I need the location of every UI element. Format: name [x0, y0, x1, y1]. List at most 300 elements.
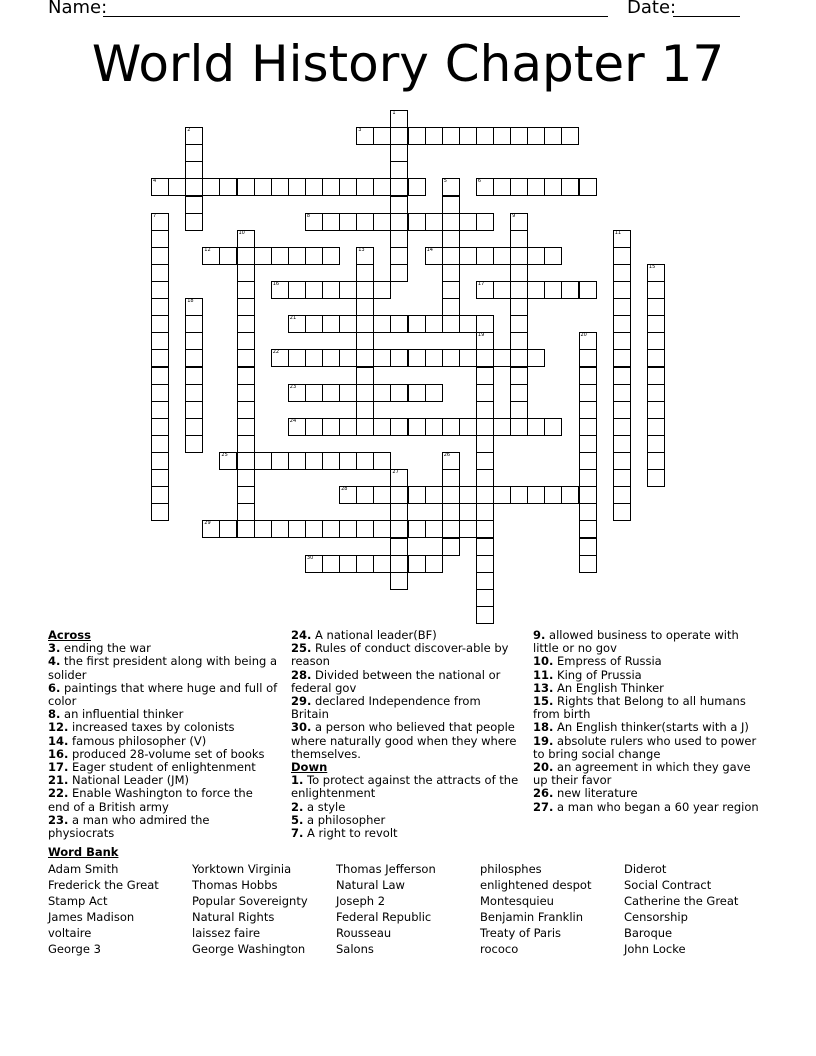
crossword-cell[interactable]	[185, 127, 203, 145]
crossword-cell[interactable]	[408, 384, 426, 402]
crossword-cell[interactable]	[305, 349, 323, 367]
crossword-cell[interactable]	[390, 418, 408, 436]
crossword-cell[interactable]	[613, 332, 631, 350]
crossword-cell[interactable]	[373, 127, 391, 145]
crossword-cell[interactable]	[185, 298, 203, 316]
crossword-cell[interactable]	[390, 127, 408, 145]
crossword-cell[interactable]	[288, 418, 306, 436]
crossword-cell[interactable]	[356, 520, 374, 538]
crossword-cell[interactable]	[647, 315, 665, 333]
crossword-cell[interactable]	[476, 332, 494, 350]
crossword-cell[interactable]	[219, 178, 237, 196]
crossword-cell[interactable]	[442, 196, 460, 214]
crossword-cell[interactable]	[288, 281, 306, 299]
crossword-cell[interactable]	[305, 555, 323, 573]
crossword-cell[interactable]	[151, 384, 169, 402]
crossword-cell[interactable]	[271, 178, 289, 196]
crossword-cell[interactable]	[202, 178, 220, 196]
crossword-cell[interactable]	[561, 127, 579, 145]
crossword-cell[interactable]	[459, 418, 477, 436]
crossword-cell[interactable]	[476, 503, 494, 521]
crossword-cell[interactable]	[476, 572, 494, 590]
crossword-cell[interactable]	[442, 503, 460, 521]
crossword-cell[interactable]	[254, 452, 272, 470]
crossword-cell[interactable]	[237, 367, 255, 385]
crossword-cell[interactable]	[237, 435, 255, 453]
crossword-cell[interactable]	[459, 349, 477, 367]
crossword-cell[interactable]	[237, 520, 255, 538]
crossword-cell[interactable]	[219, 452, 237, 470]
crossword-cell[interactable]	[237, 264, 255, 282]
crossword-cell[interactable]	[425, 349, 443, 367]
crossword-cell[interactable]	[356, 298, 374, 316]
crossword-cell[interactable]	[322, 315, 340, 333]
crossword-cell[interactable]	[356, 367, 374, 385]
crossword-cell[interactable]	[544, 247, 562, 265]
crossword-cell[interactable]	[476, 520, 494, 538]
crossword-cell[interactable]	[510, 418, 528, 436]
crossword-cell[interactable]	[202, 520, 220, 538]
crossword-cell[interactable]	[373, 213, 391, 231]
crossword-cell[interactable]	[356, 418, 374, 436]
crossword-cell[interactable]	[510, 384, 528, 402]
crossword-cell[interactable]	[254, 247, 272, 265]
crossword-cell[interactable]	[425, 213, 443, 231]
crossword-cell[interactable]	[613, 401, 631, 419]
crossword-cell[interactable]	[561, 486, 579, 504]
crossword-cell[interactable]	[237, 469, 255, 487]
crossword-cell[interactable]	[459, 315, 477, 333]
crossword-cell[interactable]	[579, 469, 597, 487]
crossword-cell[interactable]	[476, 281, 494, 299]
crossword-cell[interactable]	[408, 349, 426, 367]
crossword-cell[interactable]	[373, 555, 391, 573]
crossword-cell[interactable]	[322, 213, 340, 231]
crossword-cell[interactable]	[476, 589, 494, 607]
crossword-cell[interactable]	[613, 418, 631, 436]
crossword-cell[interactable]	[356, 127, 374, 145]
crossword-cell[interactable]	[339, 555, 357, 573]
crossword-cell[interactable]	[510, 213, 528, 231]
crossword-cell[interactable]	[408, 213, 426, 231]
crossword-cell[interactable]	[305, 213, 323, 231]
crossword-cell[interactable]	[373, 281, 391, 299]
crossword-cell[interactable]	[510, 332, 528, 350]
crossword-cell[interactable]	[510, 298, 528, 316]
crossword-cell[interactable]	[339, 384, 357, 402]
crossword-cell[interactable]	[647, 264, 665, 282]
crossword-cell[interactable]	[408, 178, 426, 196]
crossword-cell[interactable]	[356, 452, 374, 470]
crossword-cell[interactable]	[493, 486, 511, 504]
crossword-cell[interactable]	[373, 178, 391, 196]
crossword-cell[interactable]	[476, 367, 494, 385]
crossword-cell[interactable]	[322, 247, 340, 265]
crossword-cell[interactable]	[168, 178, 186, 196]
crossword-cell[interactable]	[459, 247, 477, 265]
crossword-cell[interactable]	[476, 247, 494, 265]
crossword-cell[interactable]	[579, 384, 597, 402]
crossword-cell[interactable]	[579, 486, 597, 504]
crossword-cell[interactable]	[185, 435, 203, 453]
crossword-cell[interactable]	[151, 247, 169, 265]
crossword-cell[interactable]	[390, 349, 408, 367]
crossword-cell[interactable]	[544, 127, 562, 145]
crossword-cell[interactable]	[647, 452, 665, 470]
crossword-cell[interactable]	[510, 264, 528, 282]
crossword-cell[interactable]	[647, 367, 665, 385]
crossword-cell[interactable]	[442, 127, 460, 145]
crossword-cell[interactable]	[613, 503, 631, 521]
crossword-cell[interactable]	[510, 367, 528, 385]
crossword-cell[interactable]	[322, 555, 340, 573]
crossword-cell[interactable]	[579, 503, 597, 521]
crossword-cell[interactable]	[579, 555, 597, 573]
crossword-cell[interactable]	[442, 520, 460, 538]
crossword-cell[interactable]	[613, 247, 631, 265]
crossword-cell[interactable]	[288, 178, 306, 196]
crossword-cell[interactable]	[442, 281, 460, 299]
crossword-cell[interactable]	[322, 384, 340, 402]
crossword-cell[interactable]	[425, 127, 443, 145]
crossword-cell[interactable]	[613, 452, 631, 470]
crossword-cell[interactable]	[476, 401, 494, 419]
crossword-cell[interactable]	[442, 418, 460, 436]
crossword-cell[interactable]	[476, 349, 494, 367]
crossword-cell[interactable]	[579, 435, 597, 453]
crossword-cell[interactable]	[476, 435, 494, 453]
crossword-cell[interactable]	[476, 538, 494, 556]
crossword-cell[interactable]	[237, 230, 255, 248]
crossword-cell[interactable]	[647, 298, 665, 316]
crossword-cell[interactable]	[442, 349, 460, 367]
crossword-cell[interactable]	[185, 332, 203, 350]
crossword-cell[interactable]	[613, 486, 631, 504]
crossword-cell[interactable]	[237, 401, 255, 419]
crossword-cell[interactable]	[647, 349, 665, 367]
crossword-cell[interactable]	[390, 520, 408, 538]
crossword-cell[interactable]	[339, 315, 357, 333]
crossword-cell[interactable]	[579, 452, 597, 470]
crossword-cell[interactable]	[408, 127, 426, 145]
crossword-cell[interactable]	[322, 418, 340, 436]
crossword-cell[interactable]	[322, 281, 340, 299]
crossword-cell[interactable]	[339, 486, 357, 504]
crossword-cell[interactable]	[339, 213, 357, 231]
crossword-cell[interactable]	[305, 281, 323, 299]
crossword-cell[interactable]	[237, 332, 255, 350]
crossword-cell[interactable]	[390, 110, 408, 128]
crossword-cell[interactable]	[527, 418, 545, 436]
crossword-cell[interactable]	[408, 520, 426, 538]
crossword-cell[interactable]	[356, 178, 374, 196]
crossword-cell[interactable]	[459, 520, 477, 538]
crossword-cell[interactable]	[425, 486, 443, 504]
crossword-cell[interactable]	[613, 264, 631, 282]
crossword-cell[interactable]	[390, 264, 408, 282]
crossword-cell[interactable]	[647, 384, 665, 402]
crossword-cell[interactable]	[476, 555, 494, 573]
crossword-cell[interactable]	[151, 281, 169, 299]
crossword-cell[interactable]	[613, 384, 631, 402]
crossword-cell[interactable]	[579, 367, 597, 385]
crossword-cell[interactable]	[237, 349, 255, 367]
crossword-cell[interactable]	[476, 486, 494, 504]
crossword-cell[interactable]	[613, 349, 631, 367]
crossword-cell[interactable]	[151, 349, 169, 367]
crossword-cell[interactable]	[151, 435, 169, 453]
crossword-cell[interactable]	[459, 127, 477, 145]
crossword-cell[interactable]	[151, 401, 169, 419]
crossword-cell[interactable]	[442, 486, 460, 504]
crossword-cell[interactable]	[442, 247, 460, 265]
crossword-cell[interactable]	[442, 178, 460, 196]
crossword-cell[interactable]	[527, 178, 545, 196]
crossword-cell[interactable]	[579, 332, 597, 350]
crossword-cell[interactable]	[390, 144, 408, 162]
crossword-cell[interactable]	[237, 486, 255, 504]
crossword-cell[interactable]	[459, 213, 477, 231]
crossword-cell[interactable]	[322, 178, 340, 196]
crossword-cell[interactable]	[425, 520, 443, 538]
crossword-cell[interactable]	[237, 503, 255, 521]
crossword-cell[interactable]	[408, 418, 426, 436]
crossword-cell[interactable]	[442, 230, 460, 248]
crossword-cell[interactable]	[493, 127, 511, 145]
crossword-cell[interactable]	[339, 520, 357, 538]
crossword-cell[interactable]	[510, 401, 528, 419]
crossword-cell[interactable]	[510, 230, 528, 248]
crossword-cell[interactable]	[219, 247, 237, 265]
crossword-cell[interactable]	[356, 332, 374, 350]
crossword-cell[interactable]	[322, 452, 340, 470]
crossword-cell[interactable]	[151, 418, 169, 436]
crossword-cell[interactable]	[237, 315, 255, 333]
crossword-cell[interactable]	[185, 315, 203, 333]
crossword-cell[interactable]	[493, 281, 511, 299]
crossword-cell[interactable]	[271, 349, 289, 367]
crossword-cell[interactable]	[151, 298, 169, 316]
crossword-cell[interactable]	[373, 486, 391, 504]
crossword-cell[interactable]	[271, 520, 289, 538]
crossword-cell[interactable]	[390, 315, 408, 333]
crossword-cell[interactable]	[185, 144, 203, 162]
crossword-cell[interactable]	[579, 538, 597, 556]
crossword-cell[interactable]	[237, 281, 255, 299]
crossword-cell[interactable]	[442, 298, 460, 316]
crossword-cell[interactable]	[339, 178, 357, 196]
crossword-cell[interactable]	[305, 247, 323, 265]
crossword-cell[interactable]	[322, 520, 340, 538]
crossword-cell[interactable]	[579, 401, 597, 419]
crossword-cell[interactable]	[151, 469, 169, 487]
crossword-cell[interactable]	[237, 247, 255, 265]
crossword-cell[interactable]	[544, 178, 562, 196]
crossword-cell[interactable]	[647, 281, 665, 299]
crossword-cell[interactable]	[373, 349, 391, 367]
crossword-cell[interactable]	[339, 418, 357, 436]
crossword-cell[interactable]	[151, 486, 169, 504]
crossword-cell[interactable]	[510, 247, 528, 265]
crossword-cell[interactable]	[442, 213, 460, 231]
crossword-cell[interactable]	[151, 178, 169, 196]
crossword-cell[interactable]	[237, 178, 255, 196]
crossword-cell[interactable]	[185, 196, 203, 214]
crossword-cell[interactable]	[476, 384, 494, 402]
crossword-cell[interactable]	[442, 469, 460, 487]
crossword-cell[interactable]	[151, 230, 169, 248]
crossword-cell[interactable]	[647, 469, 665, 487]
crossword-cell[interactable]	[510, 486, 528, 504]
crossword-cell[interactable]	[219, 520, 237, 538]
crossword-cell[interactable]	[647, 435, 665, 453]
crossword-cell[interactable]	[425, 555, 443, 573]
crossword-cell[interactable]	[527, 281, 545, 299]
crossword-cell[interactable]	[647, 418, 665, 436]
crossword-cell[interactable]	[151, 315, 169, 333]
crossword-cell[interactable]	[373, 418, 391, 436]
crossword-cell[interactable]	[613, 315, 631, 333]
crossword-cell[interactable]	[408, 555, 426, 573]
crossword-cell[interactable]	[510, 349, 528, 367]
crossword-cell[interactable]	[390, 196, 408, 214]
crossword-cell[interactable]	[390, 538, 408, 556]
crossword-cell[interactable]	[339, 281, 357, 299]
crossword-cell[interactable]	[459, 486, 477, 504]
crossword-cell[interactable]	[579, 418, 597, 436]
crossword-cell[interactable]	[425, 315, 443, 333]
crossword-cell[interactable]	[373, 315, 391, 333]
crossword-cell[interactable]	[271, 281, 289, 299]
crossword-cell[interactable]	[476, 452, 494, 470]
crossword-cell[interactable]	[151, 213, 169, 231]
crossword-cell[interactable]	[288, 315, 306, 333]
crossword-cell[interactable]	[356, 247, 374, 265]
crossword-cell[interactable]	[356, 281, 374, 299]
crossword-cell[interactable]	[510, 178, 528, 196]
crossword-cell[interactable]	[305, 315, 323, 333]
crossword-cell[interactable]	[356, 315, 374, 333]
crossword-cell[interactable]	[185, 161, 203, 179]
crossword-cell[interactable]	[237, 384, 255, 402]
crossword-cell[interactable]	[322, 349, 340, 367]
crossword-cell[interactable]	[339, 349, 357, 367]
crossword-cell[interactable]	[476, 178, 494, 196]
crossword-cell[interactable]	[493, 178, 511, 196]
crossword-cell[interactable]	[185, 418, 203, 436]
crossword-cell[interactable]	[356, 555, 374, 573]
crossword-cell[interactable]	[356, 384, 374, 402]
crossword-cell[interactable]	[527, 349, 545, 367]
crossword-cell[interactable]	[185, 349, 203, 367]
crossword-cell[interactable]	[390, 161, 408, 179]
crossword-cell[interactable]	[579, 281, 597, 299]
crossword-cell[interactable]	[493, 418, 511, 436]
crossword-cell[interactable]	[390, 503, 408, 521]
crossword-cell[interactable]	[185, 401, 203, 419]
crossword-cell[interactable]	[408, 315, 426, 333]
crossword-cell[interactable]	[561, 178, 579, 196]
crossword-cell[interactable]	[185, 178, 203, 196]
crossword-cell[interactable]	[476, 127, 494, 145]
crossword-cell[interactable]	[390, 572, 408, 590]
crossword-cell[interactable]	[356, 264, 374, 282]
crossword-cell[interactable]	[271, 247, 289, 265]
crossword-cell[interactable]	[185, 384, 203, 402]
crossword-cell[interactable]	[613, 281, 631, 299]
crossword-cell[interactable]	[288, 520, 306, 538]
crossword-cell[interactable]	[185, 213, 203, 231]
crossword-cell[interactable]	[613, 435, 631, 453]
crossword-cell[interactable]	[271, 452, 289, 470]
crossword-cell[interactable]	[305, 418, 323, 436]
crossword-cell[interactable]	[339, 452, 357, 470]
crossword-cell[interactable]	[476, 469, 494, 487]
crossword-cell[interactable]	[254, 520, 272, 538]
crossword-cell[interactable]	[544, 281, 562, 299]
crossword-cell[interactable]	[373, 452, 391, 470]
crossword-cell[interactable]	[527, 247, 545, 265]
crossword-cell[interactable]	[579, 349, 597, 367]
crossword-cell[interactable]	[476, 606, 494, 624]
crossword-cell[interactable]	[288, 247, 306, 265]
crossword-cell[interactable]	[613, 230, 631, 248]
crossword-cell[interactable]	[442, 538, 460, 556]
crossword-cell[interactable]	[476, 213, 494, 231]
crossword-cell[interactable]	[527, 127, 545, 145]
crossword-cell[interactable]	[425, 384, 443, 402]
crossword-cell[interactable]	[373, 384, 391, 402]
crossword-cell[interactable]	[390, 213, 408, 231]
crossword-cell[interactable]	[561, 281, 579, 299]
crossword-cell[interactable]	[493, 349, 511, 367]
crossword-cell[interactable]	[476, 315, 494, 333]
crossword-cell[interactable]	[613, 298, 631, 316]
crossword-cell[interactable]	[579, 178, 597, 196]
crossword-cell[interactable]	[288, 452, 306, 470]
crossword-cell[interactable]	[442, 315, 460, 333]
crossword-cell[interactable]	[356, 349, 374, 367]
crossword-cell[interactable]	[237, 452, 255, 470]
crossword-cell[interactable]	[356, 486, 374, 504]
crossword-cell[interactable]	[151, 367, 169, 385]
crossword-cell[interactable]	[613, 367, 631, 385]
crossword-cell[interactable]	[425, 247, 443, 265]
crossword-cell[interactable]	[544, 486, 562, 504]
crossword-cell[interactable]	[527, 486, 545, 504]
crossword-cell[interactable]	[442, 452, 460, 470]
crossword-cell[interactable]	[647, 332, 665, 350]
crossword-cell[interactable]	[237, 298, 255, 316]
crossword-cell[interactable]	[510, 281, 528, 299]
crossword-cell[interactable]	[442, 264, 460, 282]
crossword-cell[interactable]	[237, 418, 255, 436]
crossword-cell[interactable]	[373, 520, 391, 538]
crossword-cell[interactable]	[390, 469, 408, 487]
crossword-cell[interactable]	[151, 332, 169, 350]
crossword-cell[interactable]	[151, 452, 169, 470]
crossword-cell[interactable]	[151, 503, 169, 521]
crossword-cell[interactable]	[288, 349, 306, 367]
crossword-cell[interactable]	[510, 127, 528, 145]
crossword-cell[interactable]	[390, 178, 408, 196]
crossword-cell[interactable]	[151, 264, 169, 282]
crossword-cell[interactable]	[356, 401, 374, 419]
crossword-cell[interactable]	[408, 486, 426, 504]
crossword-cell[interactable]	[305, 452, 323, 470]
crossword-cell[interactable]	[305, 520, 323, 538]
crossword-cell[interactable]	[510, 315, 528, 333]
